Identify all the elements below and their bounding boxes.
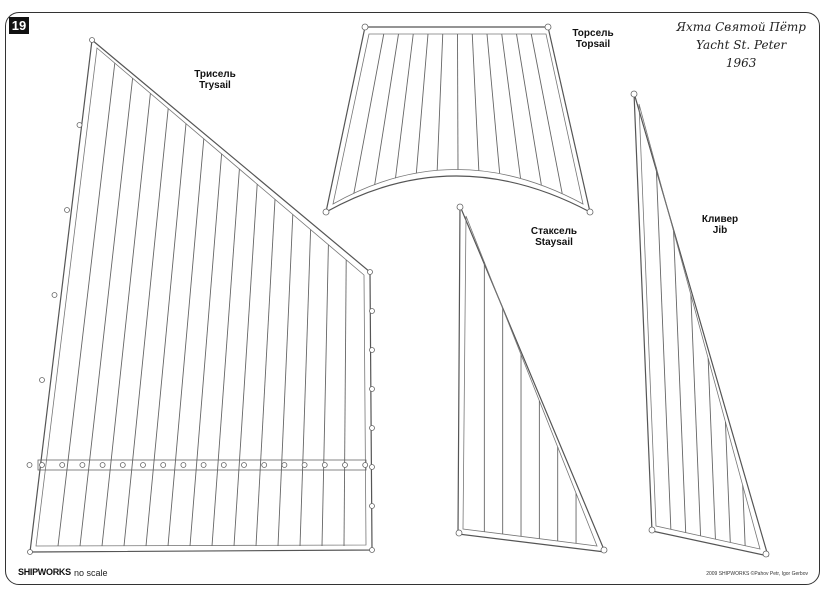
- trysail-reef-point: [221, 463, 226, 468]
- trysail-luff-ring: [370, 348, 375, 353]
- jib-seam: [691, 295, 701, 536]
- trysail-reef-point: [181, 463, 186, 468]
- scale-note: no scale: [74, 568, 108, 578]
- trysail-seam: [80, 78, 133, 546]
- trysail-seam: [168, 139, 204, 546]
- trysail-reef-point: [141, 463, 146, 468]
- title-russian: Яхта Святой Пётр: [676, 20, 806, 34]
- trysail-seam: [190, 154, 222, 546]
- trysail-reef-point: [262, 463, 267, 468]
- trysail-leech-ring: [27, 463, 32, 468]
- trysail-seam: [146, 124, 186, 546]
- trysail-luff-ring: [370, 426, 375, 431]
- jib-drawing: [631, 91, 769, 557]
- topsail-seam: [502, 34, 521, 178]
- trysail-label-en: Trysail: [199, 80, 231, 91]
- jib-label: [695, 214, 745, 236]
- trysail-reef-point: [302, 463, 307, 468]
- topsail-label: [568, 28, 618, 50]
- trysail-luff-ring: [370, 387, 375, 392]
- topsail-drawing: [323, 24, 593, 215]
- trysail-reef-point: [80, 463, 85, 468]
- title-year: 1963: [725, 56, 757, 70]
- staysail-label-en: Staysail: [535, 237, 573, 248]
- topsail-seam: [487, 34, 500, 173]
- trysail-drawing: [27, 38, 375, 555]
- title-english: Yacht St. Peter: [696, 38, 787, 52]
- trysail-leech-ring: [65, 208, 70, 213]
- page-number: 19: [9, 17, 29, 34]
- jib-seam: [708, 358, 715, 539]
- topsail-seam: [375, 34, 399, 185]
- trysail-reef-point: [201, 463, 206, 468]
- trysail-label: [190, 69, 240, 91]
- topsail-label-en: Topsail: [575, 39, 611, 50]
- trysail-seam: [256, 199, 275, 546]
- topsail-label-ru: Торсель: [572, 28, 614, 39]
- trysail-seam: [322, 245, 328, 546]
- jib-label-en: Jib: [712, 225, 728, 236]
- trysail-reef-point: [161, 463, 166, 468]
- staysail-drawing: [456, 204, 607, 553]
- topsail-seam: [416, 34, 428, 173]
- jib-seam: [656, 168, 671, 530]
- jib-label-ru: Кливер: [701, 214, 739, 225]
- trysail-reef-point: [40, 463, 45, 468]
- trysail-reef-point: [60, 463, 65, 468]
- topsail-seam: [396, 34, 414, 178]
- topsail-seam: [458, 34, 459, 170]
- trysail-label-ru: Трисель: [194, 69, 236, 80]
- trysail-seam: [344, 260, 346, 546]
- trysail-luff-ring: [370, 504, 375, 509]
- trysail-seam: [234, 184, 257, 546]
- trysail-seam: [102, 93, 150, 546]
- trysail-reef-point: [120, 463, 125, 468]
- copyright-note: 2009 SHIPWORKS ©Pahov Petr, Igor Gerbov: [706, 571, 808, 577]
- trysail-reef-point: [343, 463, 348, 468]
- trysail-reef-point: [363, 463, 368, 468]
- trysail-reef-point: [242, 463, 247, 468]
- brand-logo: SHIPWORKS: [18, 567, 71, 577]
- topsail-seam: [472, 34, 479, 170]
- trysail-seam: [300, 230, 311, 546]
- trysail-reef-point: [282, 463, 287, 468]
- topsail-seam: [437, 34, 443, 170]
- trysail-luff-ring: [370, 465, 375, 470]
- trysail-seam: [278, 214, 293, 546]
- trysail-seam: [124, 109, 168, 546]
- trysail-luff-ring: [370, 309, 375, 314]
- trysail-reef-point: [322, 463, 327, 468]
- topsail-seam: [517, 34, 542, 185]
- trysail-corner-ring: [368, 270, 373, 275]
- jib-seam: [725, 422, 730, 543]
- trysail-leech-ring: [52, 293, 57, 298]
- trysail-leech-ring: [40, 378, 45, 383]
- trysail-reef-point: [100, 463, 105, 468]
- trysail-corner-ring: [370, 548, 375, 553]
- trysail-corner-ring: [90, 38, 95, 43]
- staysail-label-ru: Стаксель: [530, 226, 578, 237]
- trysail-leech-ring: [77, 123, 82, 128]
- trysail-corner-ring: [28, 550, 33, 555]
- topsail-seam: [531, 34, 562, 193]
- staysail-label: [527, 226, 581, 248]
- jib-seam: [674, 231, 686, 532]
